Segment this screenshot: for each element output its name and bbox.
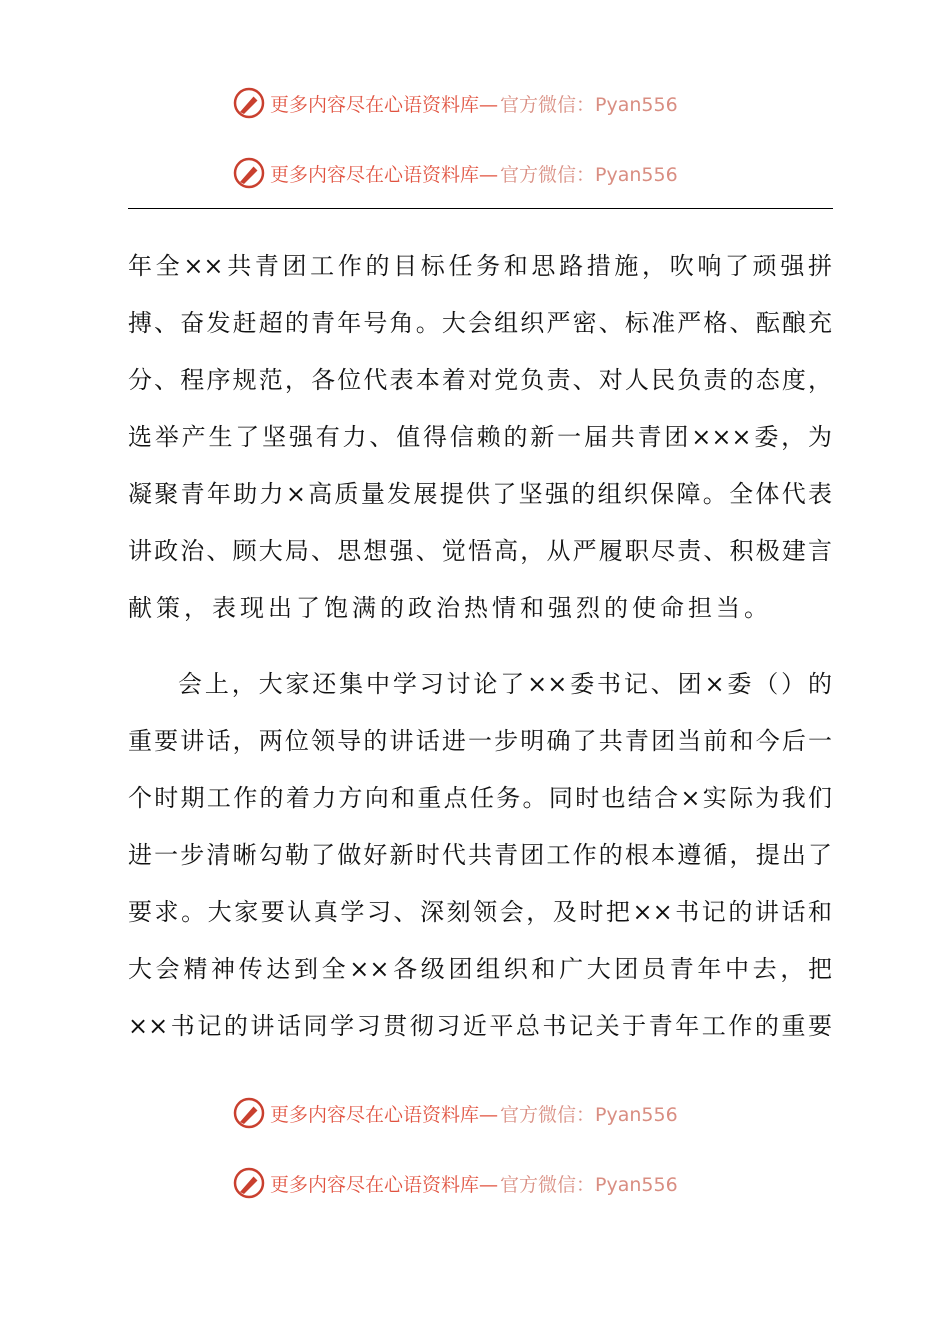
banner-text: 更多内容尽在心语资料库— — [270, 93, 499, 116]
text-line: ××书记的讲话同学习贯彻习近平总书记关于青年工作的重要 — [128, 1012, 832, 1040]
banner-wechat: 官方微信：Pyan556 — [500, 1173, 678, 1196]
text-line: 重要讲话，两位领导的讲话进一步明确了共青团当前和今后一 — [128, 727, 832, 755]
banner-wechat: 官方微信：Pyan556 — [500, 1103, 678, 1126]
text-line: 大会精神传达到全××各级团组织和广大团员青年中去，把 — [128, 955, 832, 983]
text-line: 个时期工作的着力方向和重点任务。同时也结合×实际为我们 — [128, 784, 832, 812]
text-line: 献策，表现出了饱满的政治热情和强烈的使命担当。 — [128, 594, 772, 622]
pen-logo-icon — [232, 1096, 266, 1130]
text-line: 会上，大家还集中学习讨论了××委书记、团×委（）的 — [178, 670, 832, 698]
pen-logo-icon — [232, 156, 266, 190]
watermark-banner-top-2 — [232, 155, 678, 191]
banner-wechat: 官方微信：Pyan556 — [500, 163, 678, 186]
text-line: 要求。大家要认真学习、深刻领会，及时把××书记的讲话和 — [128, 898, 832, 926]
watermark-banner-bottom-1 — [232, 1095, 678, 1131]
watermark-banner-bottom-2 — [232, 1165, 678, 1201]
text-line: 讲政治、顾大局、思想强、觉悟高，从严履职尽责、积极建言 — [128, 537, 832, 565]
text-line: 选举产生了坚强有力、值得信赖的新一届共青团×××委，为 — [128, 423, 832, 451]
pen-logo-icon — [232, 1166, 266, 1200]
text-line: 搏、奋发赶超的青年号角。大会组织严密、标准严格、酝酿充 — [128, 309, 832, 337]
header-divider — [128, 208, 833, 209]
watermark-banner-top-1 — [232, 85, 678, 121]
banner-text: 更多内容尽在心语资料库— — [270, 1173, 499, 1196]
text-line: 进一步清晰勾勒了做好新时代共青团工作的根本遵循，提出了 — [128, 841, 832, 869]
pen-logo-icon — [232, 86, 266, 120]
banner-wechat: 官方微信：Pyan556 — [500, 93, 678, 116]
text-line: 分、程序规范，各位代表本着对党负责、对人民负责的态度， — [128, 366, 832, 394]
text-line: 凝聚青年助力×高质量发展提供了坚强的组织保障。全体代表 — [128, 480, 832, 508]
text-line: 年全××共青团工作的目标任务和思路措施，吹响了顽强拼 — [128, 252, 832, 280]
banner-text: 更多内容尽在心语资料库— — [270, 163, 499, 186]
banner-text: 更多内容尽在心语资料库— — [270, 1103, 499, 1126]
